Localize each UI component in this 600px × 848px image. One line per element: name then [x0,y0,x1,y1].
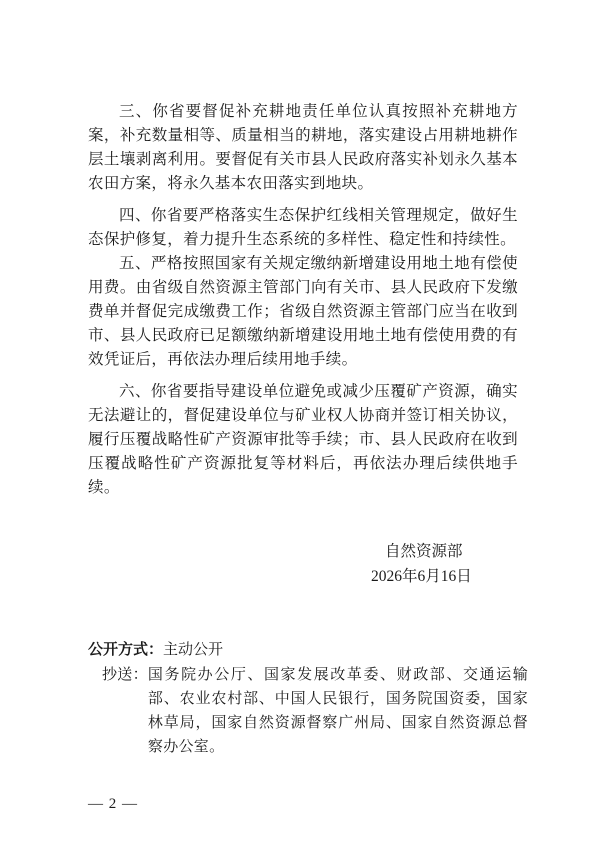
disclosure-line [88,638,223,660]
disclosure-value: 主动公开 [163,640,224,658]
paragraph-6: 六、你省要指导建设单位避免或减少压覆矿产资源，确实无法避让的，督促建设单位与矿业权人协商并签订相关协议，履行压覆战略性矿产资源审批等手续；市、县人民政府在收到压覆战略性矿产资源批复等材料后，再依法办理后续供地手续。 [88,382,518,496]
paragraph-5: 五、严格按照国家有关规定缴纳新增建设用地土地有偿使用费。由省级自然资源主管部门向有关市、县人民政府下发缴费单并督促完成缴费工作；省级自然资源主管部门应当在收到市、县人民政府已足额缴纳新增建设用地土地有偿使用费的有效凭证后，再依法办理后续用地手续。 [88,254,518,368]
disclosure-label: 公开方式： [88,640,164,658]
paragraph-3: 三、你省要督促补充耕地责任单位认真按照补充耕地方案，补充数量相等、质量相当的耕地，落实建设占用耕地耕作层土壤剥离利用。要督促有关市县人民政府落实补划永久基本农田方案，将永久基本农田落实到地块。 [88,102,518,192]
paragraph-4: 四、你省要严格落实生态保护红线相关管理规定，做好生态保护修复，着力提升生态系统的多样性、稳定性和持续性。 [88,206,518,248]
cc-block [88,662,528,758]
cc-recipients: 国务院办公厅、国家发展改革委、财政部、交通运输部、农业农村部、中国人民银行，国务院国资委，国家林草局，国家自然资源督察广州局、国家自然资源总督察办公室。 [147,665,528,755]
signature-date: 2026年6月16日 [371,568,472,585]
cc-label: 抄送： [102,665,148,683]
signature-organization: 自然资源部 [385,542,463,560]
page-number: — 2 — [88,796,138,812]
